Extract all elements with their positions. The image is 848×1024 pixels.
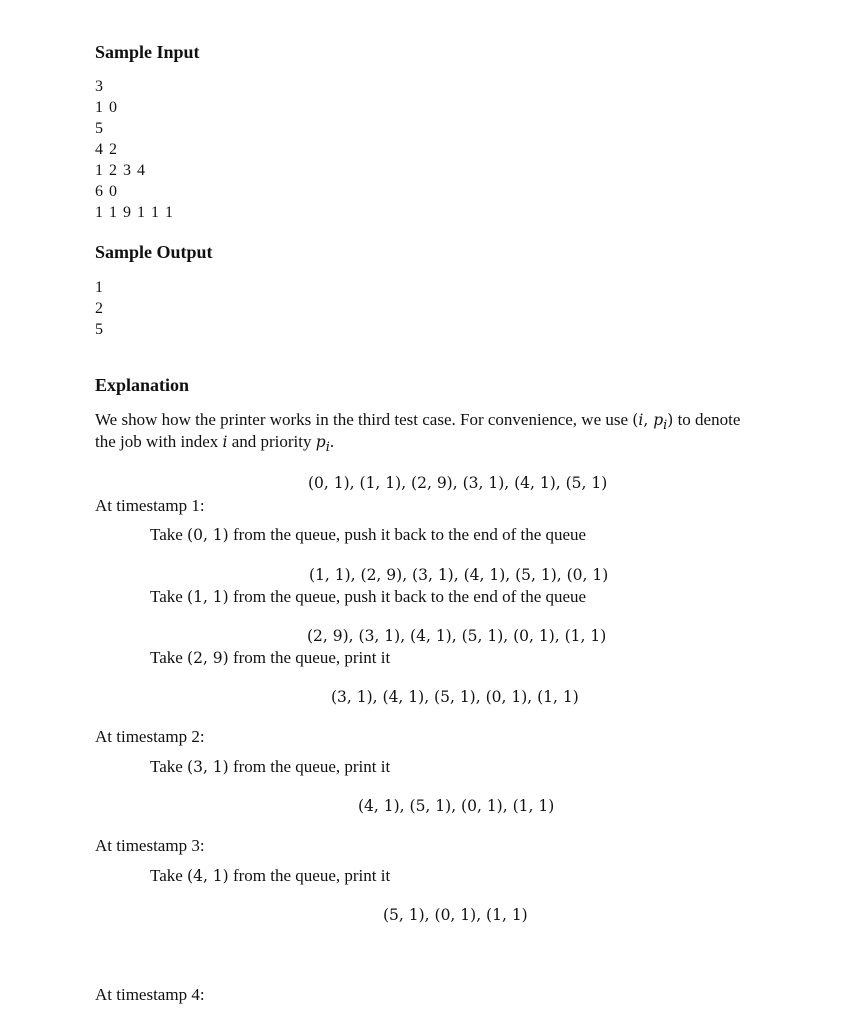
step-take-4-1: Take (4, 1) from the queue, print it	[150, 866, 391, 885]
timestamp-2-label: At timestamp 2:	[95, 727, 205, 746]
timestamp-3-label: At timestamp 3:	[95, 836, 205, 855]
explanation-intro-line-2: the job with index i and priority $p_i$.	[95, 432, 335, 456]
step-take-0-1: Take (0, 1) from the queue, push it back to the end of the queue	[150, 525, 587, 544]
explanation-heading: Explanation	[95, 375, 190, 395]
queue-state-4: (4, 1), (5, 1), (0, 1), (1, 1)	[358, 797, 555, 815]
queue-state-2: (2, 9), (3, 1), (4, 1), (5, 1), (0, 1), (1, 1)	[307, 627, 607, 645]
queue-state-5: (5, 1), (0, 1), (1, 1)	[383, 906, 528, 924]
sample-input-line: 3	[95, 78, 104, 95]
sample-input-line: 1 1 9 1 1 1	[95, 204, 174, 221]
sample-output-heading: Sample Output	[95, 242, 213, 262]
timestamp-4-label: At timestamp 4:	[95, 985, 205, 1004]
sample-input-line: 1 0	[95, 99, 118, 116]
sample-input-line: 1 2 3 4	[95, 162, 146, 179]
sample-output-line: 1	[95, 279, 104, 296]
explanation-intro-line-1	[95, 410, 740, 433]
sample-input-block	[95, 76, 174, 223]
intro-text: the job with index	[95, 432, 219, 451]
queue-state-initial: (0, 1), (1, 1), (2, 9), (3, 1), (4, 1), (5, 1)	[308, 474, 608, 492]
sample-input-line: 6 0	[95, 183, 118, 200]
sample-output-line: 2	[95, 300, 104, 317]
index-variable: i	[222, 433, 228, 451]
sample-output-line: 5	[95, 321, 104, 338]
timestamp-1-label: At timestamp 1:	[95, 496, 205, 515]
sample-input-line: 4 2	[95, 141, 118, 158]
queue-state-1: (1, 1), (2, 9), (3, 1), (4, 1), (5, 1), (0, 1)	[309, 566, 609, 584]
intro-pair-notation: (i, $p_i$)	[632, 411, 674, 434]
sample-input-heading: Sample Input	[95, 42, 200, 62]
step-take-2-9: Take (2, 9) from the queue, print it	[150, 648, 391, 667]
queue-state-3: (3, 1), (4, 1), (5, 1), (0, 1), (1, 1)	[331, 688, 579, 706]
step-take-1-1: Take (1, 1) from the queue, push it back to the end of the queue	[150, 587, 587, 606]
step-take-3-1: Take (3, 1) from the queue, print it	[150, 757, 391, 776]
intro-text: to denote	[677, 410, 741, 429]
priority-variable: $p_i$	[315, 433, 330, 456]
intro-text: and priority	[231, 432, 312, 451]
sample-input-line: 5	[95, 120, 104, 137]
intro-text: We show how the printer works in the third test case. For convenience, we use	[95, 410, 629, 429]
sample-output-block	[95, 277, 104, 340]
